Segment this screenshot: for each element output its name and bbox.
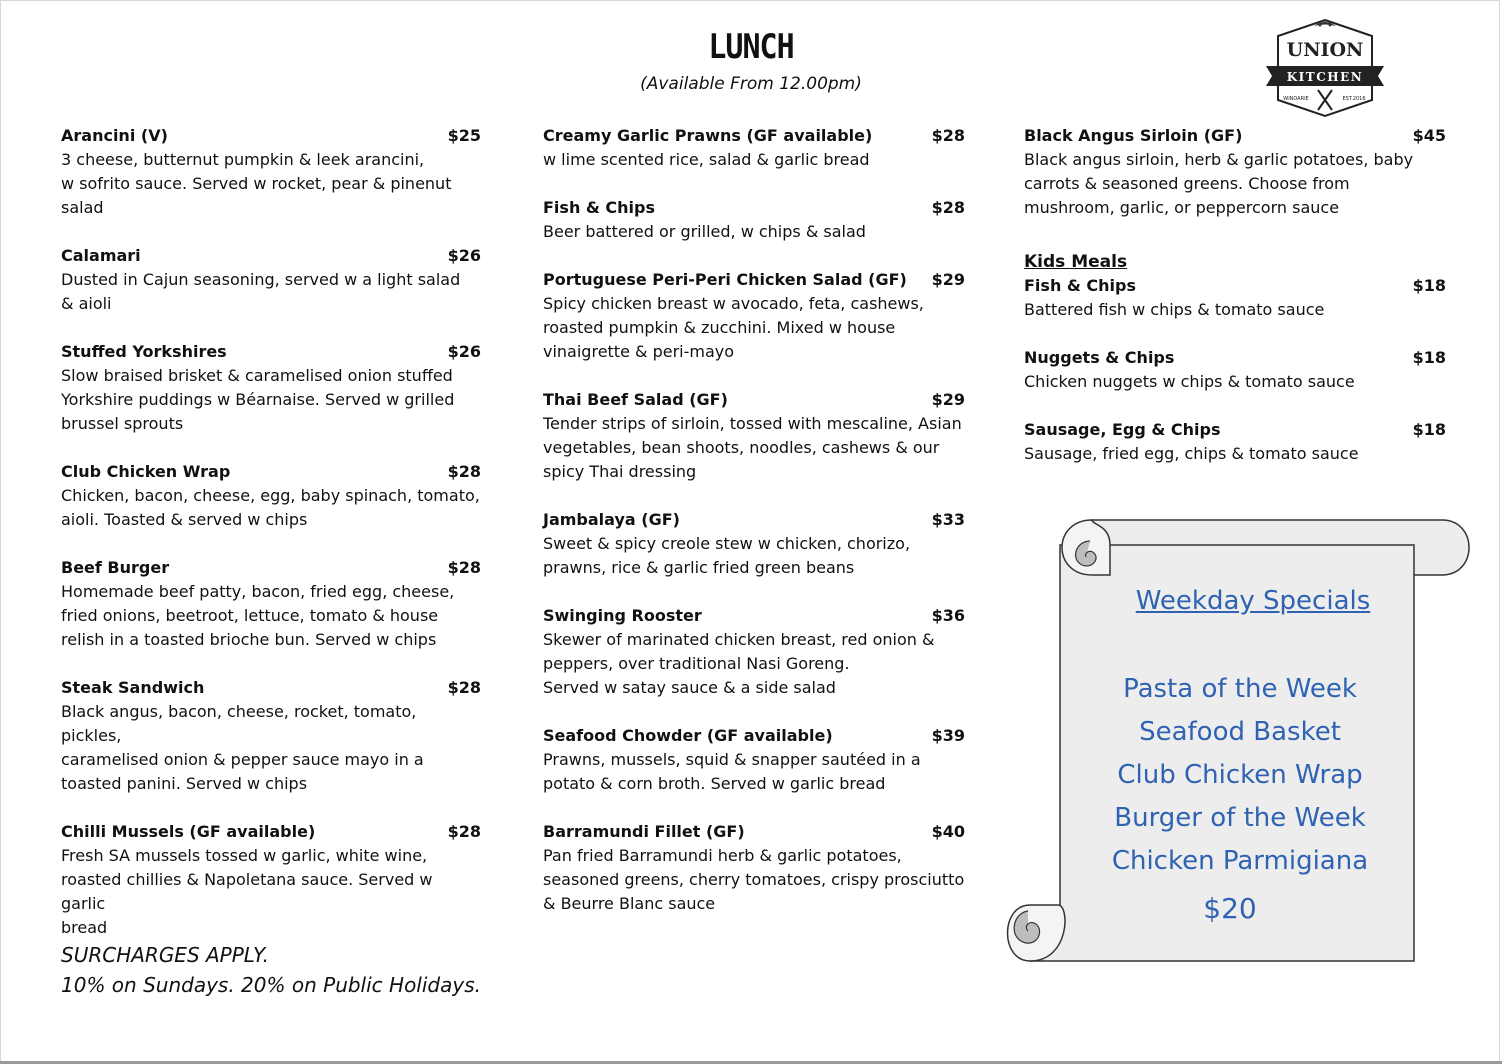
- menu-item-description: relish in a toasted brioche bun. Served w chips: [61, 630, 437, 649]
- menu-item: [543, 724, 965, 796]
- logo-line1: UNION: [1286, 39, 1364, 61]
- specials-item: Club Chicken Wrap: [1117, 760, 1363, 790]
- menu-item-name: Thai Beef Salad (GF): [543, 390, 728, 409]
- menu-item-description: & Beurre Blanc sauce: [543, 894, 716, 913]
- menu-item-header: [1024, 418, 1446, 442]
- menu-item-description: vinaigrette & peri-mayo: [543, 342, 735, 361]
- menu-column-3: [1024, 124, 1446, 466]
- specials-title: Weekday Specials: [1135, 586, 1371, 616]
- menu-item-price: $18: [1412, 276, 1446, 295]
- menu-item-price: $40: [931, 822, 965, 841]
- menu-item-price: $33: [931, 510, 965, 529]
- menu-item-description: roasted pumpkin & zucchini. Mixed w house: [543, 318, 896, 337]
- menu-column-1: [61, 124, 481, 940]
- menu-item-price: $28: [447, 678, 481, 697]
- menu-item: [61, 460, 481, 532]
- menu-item-description: Sausage, fried egg, chips & tomato sauce: [1024, 444, 1359, 463]
- menu-item: [61, 820, 481, 940]
- menu-item-description: Tender strips of sirloin, tossed with mescaline, Asian: [543, 414, 962, 433]
- menu-item-description: Served w satay sauce & a side salad: [543, 678, 836, 697]
- menu-item: [61, 124, 481, 220]
- menu-item-description: Black angus sirloin, herb & garlic potatoes, baby: [1024, 150, 1414, 169]
- menu-item-name: Nuggets & Chips: [1024, 348, 1175, 367]
- specials-item: Chicken Parmigiana: [1111, 846, 1369, 876]
- menu-item-description: roasted chillies & Napoletana sauce. Served w garlic: [61, 870, 433, 913]
- menu-item: [543, 124, 965, 172]
- menu-item-name: Arancini (V): [61, 126, 168, 145]
- logo-line2: KITCHEN: [1286, 70, 1364, 84]
- menu-item-price: $28: [931, 126, 965, 145]
- menu-item-header: [61, 460, 481, 484]
- menu-item: [543, 388, 965, 484]
- menu-item-description: Fresh SA mussels tossed w garlic, white wine,: [61, 846, 428, 865]
- menu-item-header: [543, 820, 965, 844]
- specials-price: $20: [1203, 892, 1257, 925]
- menu-item-name: Chilli Mussels (GF available): [61, 822, 316, 841]
- menu-column-2: [543, 124, 965, 916]
- menu-item-header: [1024, 274, 1446, 298]
- surcharge-line1: SURCHARGES APPLY.: [61, 943, 270, 967]
- menu-item-header: [543, 268, 965, 292]
- menu-item-description: Chicken, bacon, cheese, egg, baby spinach, tomato,: [61, 486, 480, 505]
- menu-item-description: w sofrito sauce. Served w rocket, pear & pinenut: [61, 174, 452, 193]
- menu-item-header: [61, 820, 481, 844]
- menu-item-description: Black angus, bacon, cheese, rocket, tomato, pickles,: [61, 702, 417, 745]
- menu-item-description: potato & corn broth. Served w garlic bread: [543, 774, 886, 793]
- menu-item-price: $36: [931, 606, 965, 625]
- menu-item-description: peppers, over traditional Nasi Goreng.: [543, 654, 850, 673]
- menu-item: [61, 676, 481, 796]
- menu-item-price: $28: [447, 462, 481, 481]
- menu-item-header: [61, 340, 481, 364]
- menu-item-price: $18: [1412, 348, 1446, 367]
- menu-item-name: Barramundi Fillet (GF): [543, 822, 745, 841]
- specials-item: Burger of the Week: [1114, 803, 1366, 833]
- menu-item-name: Fish & Chips: [1024, 276, 1137, 295]
- menu-item-description: vegetables, bean shoots, noodles, cashews & our: [543, 438, 940, 457]
- menu-item-description: prawns, rice & garlic fried green beans: [543, 558, 855, 577]
- menu-item-description: Pan fried Barramundi herb & garlic potatoes,: [543, 846, 902, 865]
- menu-item-description: w lime scented rice, salad & garlic bread: [543, 150, 870, 169]
- menu-item-header: [543, 508, 965, 532]
- logo-right-text: EST.2016: [1342, 96, 1366, 102]
- menu-item-description: Beer battered or grilled, w chips & salad: [543, 222, 866, 241]
- menu-item-description: Battered fish w chips & tomato sauce: [1024, 300, 1325, 319]
- menu-item-description: Slow braised brisket & caramelised onion stuffed: [61, 366, 453, 385]
- menu-item-price: $28: [447, 558, 481, 577]
- menu-item-price: $39: [931, 726, 965, 745]
- surcharge-notice: [61, 940, 481, 1000]
- menu-item-price: $18: [1412, 420, 1446, 439]
- menu-item-description: 3 cheese, butternut pumpkin & leek arancini,: [61, 150, 425, 169]
- menu-item-description: & aioli: [61, 294, 112, 313]
- menu-item-description: spicy Thai dressing: [543, 462, 697, 481]
- menu-item-header: [61, 124, 481, 148]
- menu-item-header: [543, 124, 965, 148]
- menu-title: LUNCH: [708, 27, 794, 68]
- menu-item-description: fried onions, beetroot, lettuce, tomato & house: [61, 606, 439, 625]
- menu-item-description: Homemade beef patty, bacon, fried egg, cheese,: [61, 582, 455, 601]
- menu-item-description: bread: [61, 918, 108, 937]
- menu-item-description: Prawns, mussels, squid & snapper sautéed in a: [543, 750, 921, 769]
- menu-item-header: [61, 676, 481, 700]
- specials-item: Seafood Basket: [1139, 717, 1341, 747]
- menu-item-price: $28: [447, 822, 481, 841]
- menu-item: [543, 820, 965, 916]
- menu-item-description: seasoned greens, cherry tomatoes, crispy prosciutto: [543, 870, 965, 889]
- menu-item-description: Dusted in Cajun seasoning, served w a light salad: [61, 270, 461, 289]
- menu-item: [543, 268, 965, 364]
- menu-item-price: $28: [931, 198, 965, 217]
- menu-item-price: $45: [1412, 126, 1446, 145]
- menu-item-name: Club Chicken Wrap: [61, 462, 231, 481]
- menu-item-description: carrots & seasoned greens. Choose from: [1024, 174, 1350, 193]
- menu-item-name: Seafood Chowder (GF available): [543, 726, 833, 745]
- menu-item-description: aioli. Toasted & served w chips: [61, 510, 308, 529]
- menu-item-description: salad: [61, 198, 104, 217]
- menu-item: [61, 244, 481, 316]
- menu-item-header: [1024, 346, 1446, 370]
- menu-item-description: mushroom, garlic, or peppercorn sauce: [1024, 198, 1340, 217]
- menu-item-description: Spicy chicken breast w avocado, feta, cashews,: [543, 294, 924, 313]
- kids-meals-heading: Kids Meals: [1024, 252, 1128, 272]
- specials-item: Pasta of the Week: [1123, 674, 1357, 704]
- union-kitchen-logo: [1266, 16, 1384, 120]
- menu-item: [61, 340, 481, 436]
- menu-item-description: caramelised onion & pepper sauce mayo in a: [61, 750, 424, 769]
- menu-item: [1024, 346, 1446, 394]
- menu-item-header: [61, 244, 481, 268]
- menu-item: [1024, 124, 1446, 220]
- menu-item-name: Calamari: [61, 246, 141, 265]
- menu-item: [1024, 418, 1446, 466]
- menu-item-description: brussel sprouts: [61, 414, 184, 433]
- menu-item-name: Stuffed Yorkshires: [61, 342, 227, 361]
- menu-item-name: Black Angus Sirloin (GF): [1024, 126, 1243, 145]
- logo-left-text: WINDARIE: [1283, 96, 1309, 102]
- menu-item-price: $25: [447, 126, 481, 145]
- menu-item-description: toasted panini. Served w chips: [61, 774, 308, 793]
- menu-item: [61, 556, 481, 652]
- menu-item-header: [543, 604, 965, 628]
- menu-item-header: [1024, 124, 1446, 148]
- menu-item-header: [61, 556, 481, 580]
- menu-item-description: Sweet & spicy creole stew w chicken, chorizo,: [543, 534, 911, 553]
- menu-item: [543, 196, 965, 244]
- menu-subtitle: (Available From 12.00pm): [640, 74, 862, 94]
- menu-item: [1024, 274, 1446, 322]
- menu-item-name: Beef Burger: [61, 558, 170, 577]
- menu-item-name: Portuguese Peri-Peri Chicken Salad (GF): [543, 270, 907, 289]
- menu-item-price: $26: [447, 246, 481, 265]
- menu-item: [543, 508, 965, 580]
- menu-item-name: Fish & Chips: [543, 198, 656, 217]
- menu-item-description: Skewer of marinated chicken breast, red onion &: [543, 630, 935, 649]
- menu-item-price: $29: [931, 390, 965, 409]
- menu-item-name: Creamy Garlic Prawns (GF available): [543, 126, 873, 145]
- cutlery-icon: [1318, 90, 1332, 110]
- menu-item-header: [543, 724, 965, 748]
- menu-item-description: Chicken nuggets w chips & tomato sauce: [1024, 372, 1355, 391]
- menu-item-name: Sausage, Egg & Chips: [1024, 420, 1221, 439]
- menu-item-price: $26: [447, 342, 481, 361]
- menu-item-header: [543, 196, 965, 220]
- menu-item: [543, 604, 965, 700]
- menu-item-description: Yorkshire puddings w Béarnaise. Served w grilled: [61, 390, 455, 409]
- menu-item-name: Swinging Rooster: [543, 606, 702, 625]
- menu-item-name: Jambalaya (GF): [543, 510, 680, 529]
- specials-list: [1040, 668, 1440, 930]
- menu-item-header: [543, 388, 965, 412]
- menu-item-price: $29: [931, 270, 965, 289]
- surcharge-line2: 10% on Sundays. 20% on Public Holidays.: [61, 973, 481, 997]
- menu-item-name: Steak Sandwich: [61, 678, 205, 697]
